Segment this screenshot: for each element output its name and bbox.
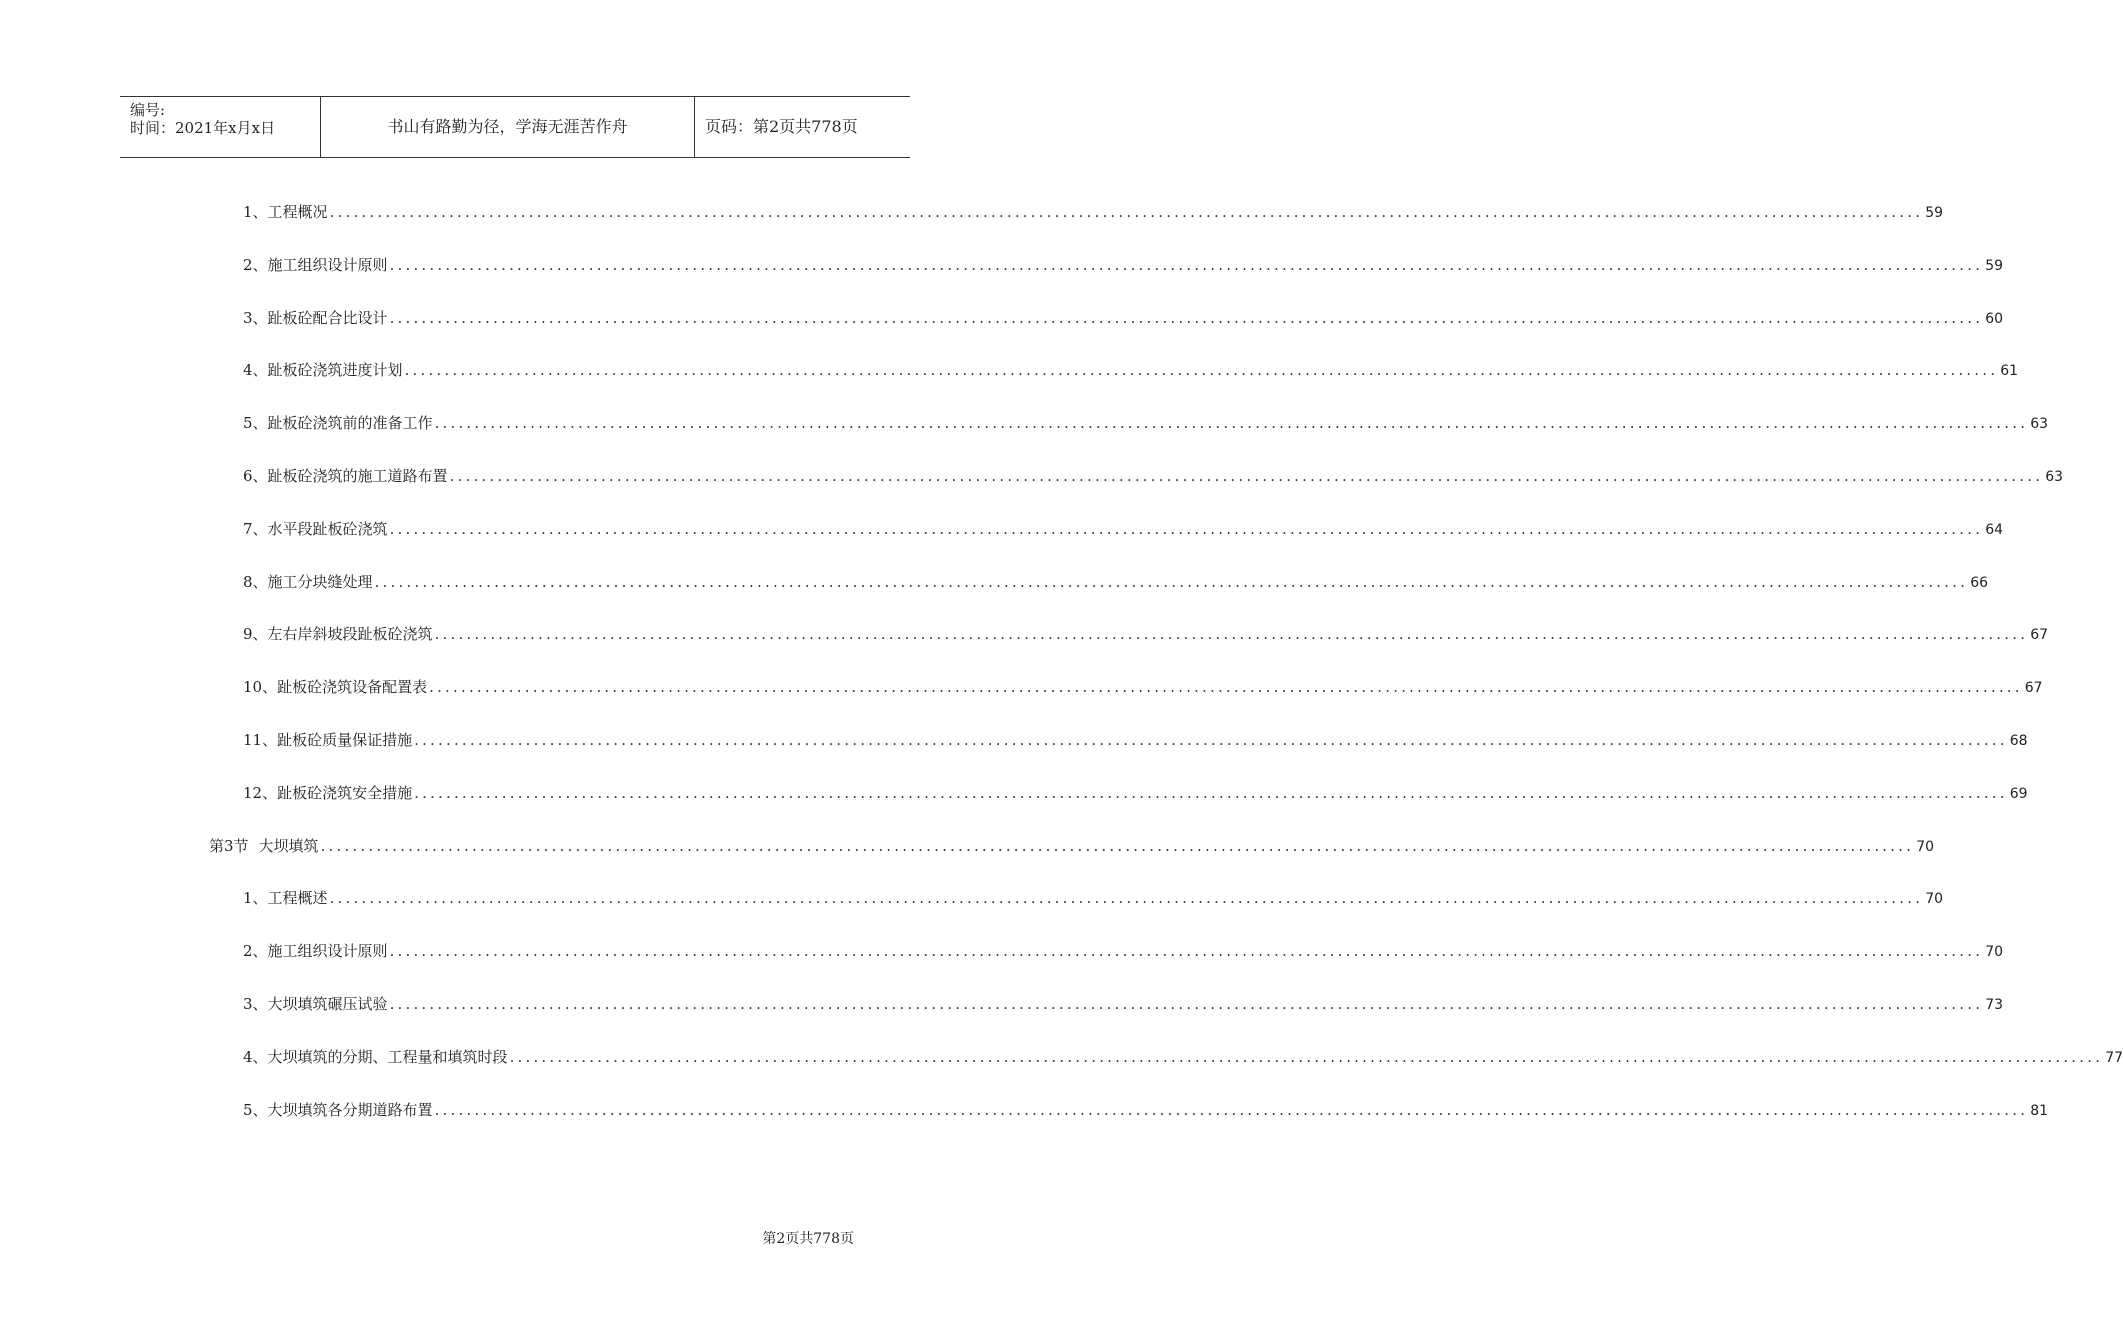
toc-entry[interactable] bbox=[243, 677, 2043, 697]
toc-dot-leader: ........................................................................................................................................................................................................ bbox=[320, 836, 1915, 855]
toc-entry-title: 趾板砼浇筑安全措施 bbox=[277, 783, 413, 802]
toc-dot-leader: ........................................................................................................................................................................................................ bbox=[404, 361, 1999, 380]
toc-entry-number: 8、 bbox=[243, 572, 268, 591]
header-meta-cell bbox=[120, 97, 321, 157]
toc-dot-leader: ........................................................................................................................................................................................................ bbox=[414, 731, 2008, 749]
toc-dot-leader: ........................................................................................................................................................................................................ bbox=[434, 1100, 2029, 1119]
toc-entry[interactable] bbox=[243, 783, 2028, 803]
toc-dot-leader: ........................................................................................................................................................................................................ bbox=[434, 625, 2029, 644]
toc-entry-page: 60 bbox=[1985, 310, 2004, 327]
toc-entry-title: 左右岸斜坡段趾板砼浇筑 bbox=[267, 625, 433, 644]
toc-entry-title: 施工组织设计原则 bbox=[267, 255, 388, 274]
toc-entry-page: 68 bbox=[2009, 733, 2028, 749]
toc-entry-number: 5、 bbox=[243, 414, 268, 433]
code-label: 编号: bbox=[130, 101, 166, 119]
toc-entry-page: 61 bbox=[2000, 363, 2019, 380]
toc-entry[interactable] bbox=[243, 466, 2064, 486]
motto-text: 书山有路勤为径，学海无涯苦作舟 bbox=[387, 117, 628, 136]
toc-entry[interactable] bbox=[243, 1047, 2123, 1067]
toc-entry-title: 大坝填筑 bbox=[258, 836, 319, 855]
toc-entry[interactable] bbox=[243, 624, 2049, 644]
toc-entry-number: 5、 bbox=[243, 1100, 268, 1119]
toc-entry-page: 63 bbox=[2030, 416, 2049, 433]
footer-page-number: 第2页共778页 bbox=[762, 1231, 854, 1247]
toc-entry-number: 3、 bbox=[243, 308, 268, 327]
toc-entry[interactable] bbox=[243, 360, 2019, 380]
toc-dot-leader: ........................................................................................................................................................................................................ bbox=[389, 519, 1984, 538]
toc-entry-page: 70 bbox=[1925, 891, 1944, 908]
toc-entry-page: 81 bbox=[2030, 1102, 2049, 1119]
toc-entry-number: 6、 bbox=[243, 467, 268, 485]
toc-entry[interactable] bbox=[243, 572, 1989, 592]
toc-entry-page: 63 bbox=[2045, 469, 2064, 485]
toc-entry-page: 67 bbox=[2030, 627, 2049, 644]
toc-entry-page: 59 bbox=[1925, 205, 1944, 221]
toc-entry-page: 77 bbox=[2105, 1049, 2123, 1066]
toc-entry-title: 趾板砼浇筑设备配置表 bbox=[277, 678, 428, 697]
header-page-info: 页码：第2页共778页 bbox=[705, 117, 858, 136]
toc-entry-number: 2、 bbox=[243, 942, 268, 961]
header-page-cell bbox=[695, 97, 910, 157]
toc-dot-leader: ........................................................................................................................................................................................................ bbox=[509, 1047, 2104, 1066]
toc-entry[interactable] bbox=[243, 994, 2004, 1014]
toc-entry-number: 12、 bbox=[243, 783, 278, 802]
toc-entry-title: 大坝填筑碾压试验 bbox=[267, 995, 388, 1013]
toc-entry-number: 11、 bbox=[243, 731, 278, 749]
toc-dot-leader: ........................................................................................................................................................................................................ bbox=[429, 678, 2023, 697]
toc-entry-title: 施工分块缝处理 bbox=[267, 572, 373, 591]
toc-entry-page: 70 bbox=[1916, 838, 1935, 855]
toc-entry-number: 9、 bbox=[243, 625, 268, 644]
toc-entry[interactable] bbox=[243, 202, 1944, 222]
toc-entry-title: 趾板砼质量保证措施 bbox=[277, 731, 413, 749]
toc-entry-page: 66 bbox=[1970, 574, 1989, 591]
toc-dot-leader: ........................................................................................................................................................................................................ bbox=[449, 467, 2044, 485]
toc-entry[interactable] bbox=[243, 1100, 2049, 1120]
toc-entry[interactable] bbox=[243, 255, 2004, 275]
toc-entry-number: 1、 bbox=[243, 203, 268, 221]
toc-entry-page: 67 bbox=[2024, 680, 2043, 697]
document-header bbox=[120, 96, 910, 158]
toc-entry-title: 水平段趾板砼浇筑 bbox=[267, 519, 388, 538]
toc-entry-title: 大坝填筑各分期道路布置 bbox=[267, 1100, 433, 1119]
header-motto-cell bbox=[321, 97, 695, 157]
toc-dot-leader: ........................................................................................................................................................................................................ bbox=[329, 203, 1924, 221]
toc-entry[interactable] bbox=[243, 730, 2028, 750]
toc-entry[interactable] bbox=[243, 519, 2004, 539]
toc-entry[interactable] bbox=[243, 941, 2004, 961]
toc-entry[interactable] bbox=[209, 836, 1935, 856]
toc-entry-number: 7、 bbox=[243, 519, 268, 538]
toc-entry-title: 趾板砼浇筑前的准备工作 bbox=[267, 414, 433, 433]
toc-entry-title: 工程概述 bbox=[267, 889, 328, 908]
toc-dot-leader: ........................................................................................................................................................................................................ bbox=[329, 889, 1924, 908]
toc-entry-page: 69 bbox=[2009, 785, 2028, 802]
toc-entry-number: 1、 bbox=[243, 889, 268, 908]
toc-entry-page: 59 bbox=[1985, 257, 2004, 274]
toc-dot-leader: ........................................................................................................................................................................................................ bbox=[414, 783, 2008, 802]
toc-entry-page: 70 bbox=[1985, 944, 2004, 961]
toc-entry-title: 大坝填筑的分期、工程量和填筑时段 bbox=[267, 1047, 508, 1066]
toc-dot-leader: ........................................................................................................................................................................................................ bbox=[389, 995, 1984, 1013]
toc-entry[interactable] bbox=[243, 888, 1944, 908]
toc-entry-number: 4、 bbox=[243, 1047, 268, 1066]
toc-entry-number: 3、 bbox=[243, 995, 268, 1013]
toc-entry-title: 趾板砼浇筑进度计划 bbox=[267, 361, 403, 380]
toc-entry-number: 第3节 bbox=[209, 836, 249, 855]
toc-dot-leader: ........................................................................................................................................................................................................ bbox=[389, 942, 1984, 961]
toc-entry[interactable] bbox=[243, 413, 2049, 433]
toc-entry-title: 趾板砼浇筑的施工道路布置 bbox=[267, 467, 448, 485]
toc-dot-leader: ........................................................................................................................................................................................................ bbox=[389, 308, 1984, 327]
toc-dot-leader: ........................................................................................................................................................................................................ bbox=[389, 255, 1984, 274]
toc-dot-leader: ........................................................................................................................................................................................................ bbox=[434, 414, 2029, 433]
toc-entry-page: 73 bbox=[1985, 997, 2004, 1013]
toc-entry-number: 4、 bbox=[243, 361, 268, 380]
toc-entry-number: 2、 bbox=[243, 255, 268, 274]
toc-entry-title: 趾板砼配合比设计 bbox=[267, 308, 388, 327]
time-label: 时间：2021年x月x日 bbox=[130, 119, 276, 137]
toc-entry-title: 工程概况 bbox=[267, 203, 328, 221]
toc-entry[interactable] bbox=[243, 308, 2004, 328]
toc-entry-number: 10、 bbox=[243, 678, 278, 697]
toc-dot-leader: ........................................................................................................................................................................................................ bbox=[374, 572, 1969, 591]
toc-entry-page: 64 bbox=[1985, 521, 2004, 538]
toc-entry-title: 施工组织设计原则 bbox=[267, 942, 388, 961]
